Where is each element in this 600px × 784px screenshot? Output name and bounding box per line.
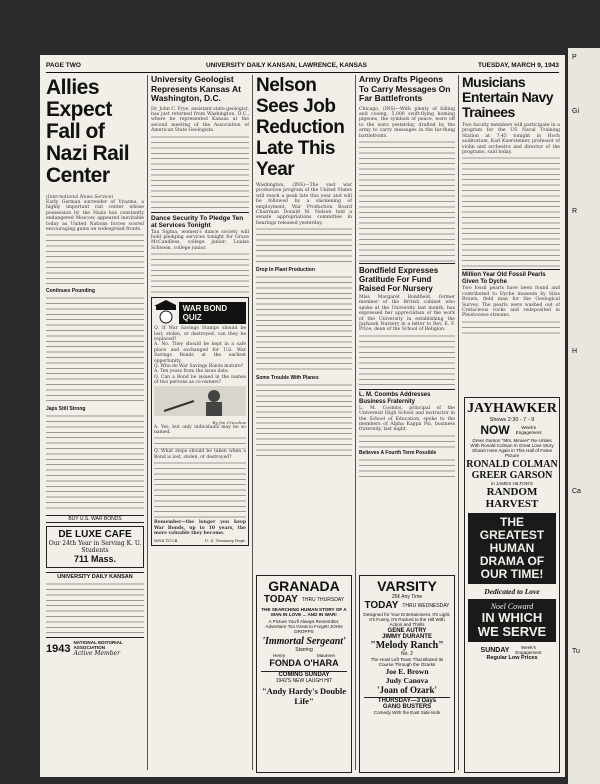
byline: (International News Service) [46,195,114,200]
headline-fourth-term: Believes A Fourth Term Possible [359,449,437,456]
granada-when: TODAY [263,594,298,605]
granada-star1-first: Henry [272,653,286,658]
subhead: Japs Still Strong [46,406,86,413]
headline-pigeons: Army Drafts Pigeons To Carry Messages On Far Battlefronts [359,75,451,103]
in-which-we-serve: IN WHICH WE SERVE [477,610,547,639]
granada-starring: Starring [295,647,313,653]
bondfield-lead: Miss Margaret Bondfield, former member of the British cabinet who spoke at the University last month, has expressed her appreciation of the work of the University in establishing the Jayhawk Nursery in a letter to Rev. E. F. Price, dean of the School of Religion. [359,294,455,333]
jayhawker-shows: Shows 2:30 - 7 - 9 [489,417,535,423]
assoc-name: NATIONAL EDITORIAL ASSOCIATION [73,640,123,651]
headline-bondfield: Bondfield Expresses Gratitude For Fund Raised For Nursery [359,263,455,293]
granada-tagline: THE SEARCHING HUMAN STORY OF A MAN IN LOVE ... AND IN WAR! [261,607,347,617]
regular-prices: Regular Low Prices [486,655,538,661]
star-garson: GREER GARSON [471,470,553,481]
quiz-a2: A. Ten years from the issue date. [154,369,230,375]
varsity-price: 25¢ Any Time [391,594,423,600]
subhead: Some Trouble With Planes [256,375,319,382]
quiz-a1: A. No. They should be kept in a safe place and exchanged for U.S. War Savings Bonds at the earliest opportunity. [154,342,246,364]
varsity-when: TODAY [364,600,399,611]
kansan-box-title: UNIVERSITY DAILY KANSAN [46,572,144,581]
cafe-tagline: Our 24th Year in Serving K. U. Students [48,540,142,555]
page-number: PAGE TWO [46,62,81,69]
strip-text: P [572,54,577,61]
nelson-lead: Washington, (INS)—The vast war production program of the United States will reach a peak late this year and will be followed by a slackening of employment, War Production Board Chairman Donald M. Nelson told a senate appropriations committee in hearings released yesterday. [256,183,352,226]
deluxe-cafe-ad [46,526,144,568]
varsity-name: VARSITY [377,578,437,594]
granada-blurb: A Picture You'll Always Remember, Adventure Too Great to Forget! JOHN DROPPS [265,619,343,634]
quiz-q2: Q. Who do War Savings Bonds mature? [154,364,244,369]
dedicated-line: Dedicated to Love [484,587,540,596]
quiz-q3: Q. Can a Bond be issued in the names of two persons as co-owners? [154,374,246,386]
fossil-lead: Two fossil pearls have been found and contributed to Dyche museum by Silas Brown, field man for the Geological Survey. The pearls were washed out of Cretaceous rocks and redeposited in Pleistocene streams. [462,286,560,319]
quiz-q1: Q. If War Savings Stamps should be lost, stolen, or destroyed, can they be replaced? [154,326,246,342]
soldier-illustration [154,386,246,416]
strip-text: H [572,348,578,355]
newspaper-page [40,55,565,777]
dance-lead: Tau Sigma, women's dance society will hold pledging services tonight for Grace McCandless, college junior; Louise Schwein, college junior. [151,229,249,251]
jayhawker-name: JAYHAWKER [467,401,557,416]
pigeons-lead: Chicago, (INS)—With plenty of billing and cooing, 5,000 swift-flying homing pigeons, the symbols of peace, were off to the wars yesterday, drafted by the army to carry messages in the far-flung battlefronts. [359,106,455,139]
quiz-remember: Remember—the longer you keep War Bonds, up to 10 years, the more valuable they become. [154,520,246,537]
varsity-feature: 'Joan of Ozark' [377,685,437,695]
headline-nelson: Nelson Sees Job Reduction Late This Year [256,75,345,180]
noel-coward: Noel Coward [490,602,534,611]
nea-member-logo [46,637,144,657]
varsity-thru: THRU WEDNESDAY [402,602,450,609]
footer-left: WNS TCCB [154,538,178,544]
granada-theater-ad [256,575,352,773]
strip-text: Tu [572,648,580,655]
headline-coombs: L. M. Coombs Addresses Business Fraternity [359,389,455,406]
granada-title: 'Immortal Sergeant' [262,636,346,647]
subhead: Drop In Plant Production [256,267,315,274]
granada-stars: FONDA O'HARA [269,658,339,668]
varsity-cast1: Joe E. Brown [385,667,429,676]
headline-fossil: Million Year Old Fossil Pearls Given To Dyche [462,269,560,286]
jayhawker-sunday: SUNDAY [480,646,510,654]
article-lead: Early German surrender of Vyazma, a highly important rail center whose possession by the Nazis has constantly endangered Moscow, appeared inevitable today as United Nations forces scored encouraging gains on widespread fronts. [46,200,144,233]
hilton-credit: in JAMES HILTON'S [491,481,533,486]
coombs-lead: L. M. Coombs, principal of the Univeresit High School and instructor in the School of Education, spoke to the members of Alpha Kappa Psi, business fraternity, last night. [359,405,455,433]
varsity-star1: GENE AUTRY [387,628,427,634]
quiz-credit: By Jim Crecelius [212,419,246,425]
column-1 [46,75,144,775]
issue-date: TUESDAY, MARCH 9, 1943 [477,62,559,69]
granada-thru: THRU THURSDAY [301,596,345,603]
in-which-we-serve-banner [468,599,556,642]
varsity-tag: The Howl Left Team That Blazed Its Course Through the Ozarks [370,657,444,667]
varsity-theater-ad [359,575,455,773]
strip-text: R [572,208,578,215]
jayhawker-garson-line: Greer Garson "Mrs. Miniver" Re-Unites With Ronald Colman In Great Love Story Shown Here Again in This Hall of Fame Picture [470,438,554,458]
varsity-blurb: Designed for Your Entertainment. It's Light, It's Funny, It's Packed to the Hilt With Action and Thrills [363,612,451,627]
column-2 [151,75,249,775]
graduate-cap-icon [154,300,176,326]
strip-text: Gi [572,108,579,115]
quiz-q4: Q. What steps should be taken when a Bond is lost, stolen, or destroyed? [154,449,246,460]
headline-musicians: Musicians Entertain Navy Trainees [462,75,554,120]
varsity-title: "Melody Ranch" [370,640,444,651]
jayhawker-theater-ad [464,397,560,773]
masthead [46,60,559,73]
varsity-tail: Comedy With the East Side Kids [373,710,441,715]
headline-geologist: University Geologist Represents Kansas At Washington, D.C. [151,75,241,103]
assoc-year: 1943 [46,642,71,655]
granada-feature: "Andy Hardy's Double Life" [261,686,347,706]
geologist-lead: Dr. John C. Frye, assistant state geologist, has just returned from Washington, D.C., where he represented Kansas at the second meeting of the Association of American State Geologists. [151,106,249,134]
strip-text: Ca [572,488,581,495]
jayhawker-week: Week's Engagement [515,425,542,435]
footer-right: U. S. Treasury Dept. [204,538,246,544]
headline-allies: Allies Expect Fall of Nazi Rail Center [46,76,130,187]
random-harvest: RANDOM HARVEST [485,486,539,510]
granada-star2-first: Maureen [316,653,336,658]
quiz-a3: A. Yes, but only individuals may be so named. [154,424,246,436]
assoc-member: Active Member [73,650,120,658]
war-bond-quiz [151,297,249,546]
adjacent-page-strip [568,48,600,784]
jayhawker-sunday-week: Week's Engagement [515,645,542,655]
musicians-lead: Two faculty members will participate in a program for the US Naval Training Station at 7:45 tonight in Hoch auditorium, Karl Kuersteiner, professor of violin and orchestra and director of the programs, said today. [462,123,560,156]
varsity-thursday: THURSDAY—3 Days [377,698,437,704]
granada-coming-sub: 1942'S NEW LAUGH HIT [275,678,333,684]
greatest-drama-banner: THE GREATEST HUMAN DRAMA OF OUR TIME! [468,513,556,584]
paper-title: UNIVERSITY DAILY KANSAN, LAWRENCE, KANSAS [206,62,367,69]
varsity-star2: JIMMY DURANTE [382,634,432,640]
varsity-thursday-title: GANG BUSTERS [382,704,432,710]
granada-name: GRANADA [268,578,340,594]
granada-coming: COMING SUNDAY [278,672,330,678]
varsity-no2: No. 2 [401,651,413,657]
headline-dance: Dance Security To Pledge Ten at Services Tonight [151,212,249,230]
subhead: Continues Pounding [46,288,95,295]
quiz-title: WAR BOND QUIZ [179,302,246,324]
cafe-name: DE LUXE CAFE [58,529,132,541]
cafe-address: 711 Mass. [73,554,117,565]
war-bonds-banner: BUY U.S. WAR BONDS [46,515,144,523]
jayhawker-now: NOW [480,423,510,437]
star-colman: RONALD COLMAN [466,459,558,470]
varsity-cast2: Judy Canova [385,676,429,685]
